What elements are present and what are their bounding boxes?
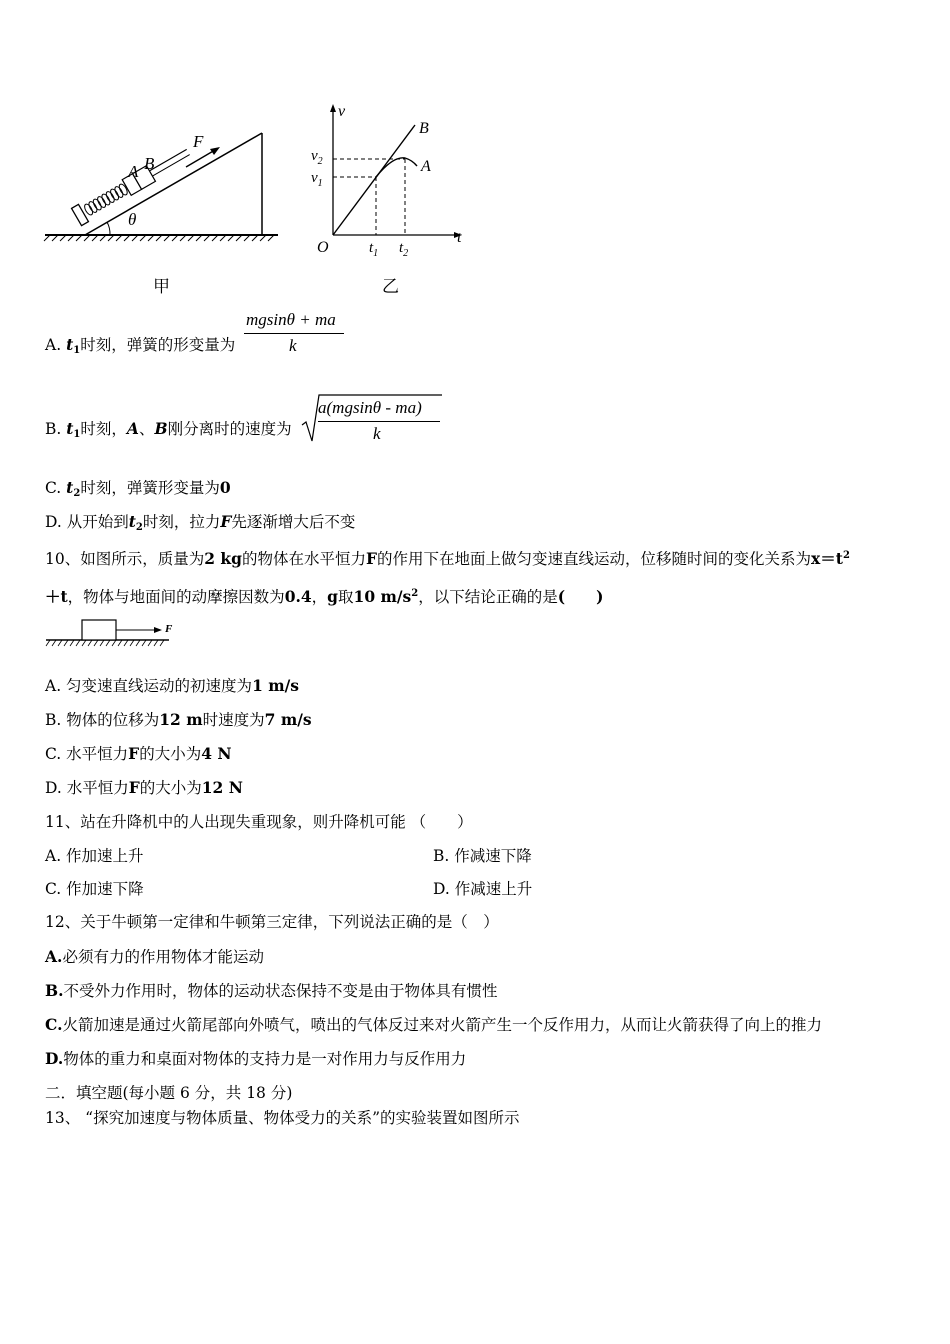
label-B: B (144, 154, 155, 173)
q12-option-c: C.火箭加速是通过火箭尾部向外喷气，喷出的气体反过来对火箭产生一个反作用力，从而让火箭获得了向上的推力 (45, 1015, 822, 1034)
figure-block-force (44, 615, 184, 650)
t1-label: $t_1$ (369, 240, 379, 259)
q9-option-d: D. 从开始到$t_2$时刻，拉力F先逐渐增大后不变 (45, 512, 356, 533)
origin-label: O (317, 239, 329, 256)
q11-option-c: C. 作加速下降 (45, 880, 144, 898)
q12-stem: 12、关于牛顿第一定律和牛顿第三定律，下列说法正确的是（ ） (45, 913, 499, 931)
label-F: F (193, 132, 204, 151)
section-heading: 二．填空题(每小题 6 分，共 18 分) (45, 1084, 293, 1102)
v2-label: $v_2$ (311, 148, 323, 167)
q10-stem-line1: 10、如图所示，质量为2 kg的物体在水平恒力F的作用下在地面上做匀变速直线运动，位移随时间的变化关系为$x=t^2$ (45, 549, 850, 568)
q9-option-b-formula: a(mgsinθ - ma) k (318, 398, 442, 446)
q10-option-d: D. 水平恒力F的大小为12 N (45, 778, 243, 797)
figure-incline-caption: 甲 (153, 277, 170, 297)
q10-stem-line2: ＋t，物体与地面间的动摩擦因数为0.4，g取10 $m/s^2$，以下结论正确的是( ) (45, 587, 604, 606)
q12-option-a: A.必须有力的作用物体才能运动 (45, 947, 264, 966)
axis-v-label: v (338, 103, 346, 120)
curve-B-label: B (419, 120, 429, 137)
q11-option-d: D. 作减速上升 (433, 880, 533, 898)
v1-label: $v_1$ (311, 170, 323, 189)
t2-label: $t_2$ (399, 240, 409, 259)
figure-incline (40, 125, 280, 245)
figure-vt-caption: 乙 (382, 277, 399, 297)
q9-option-a: A. $t_1$时刻，弹簧的形变量为 (45, 335, 236, 356)
q12-option-b: B.不受外力作用时，物体的运动状态保持不变是由于物体具有惯性 (45, 981, 498, 1000)
q10-option-c: C. 水平恒力F的大小为4 N (45, 744, 232, 763)
figure-vt-graph (305, 100, 475, 260)
q11-stem: 11、站在升降机中的人出现失重现象，则升降机可能 （ ） (45, 813, 473, 831)
q9-option-a-formula: mgsinθ + ma k (244, 310, 344, 360)
label-A: A (128, 162, 139, 181)
q11-option-a: A. 作加速上升 (45, 847, 144, 865)
q13-stem: 13、 “探究加速度与物体质量、物体受力的关系”的实验装置如图所示 (45, 1109, 520, 1127)
q9-option-c: C. $t_2$时刻，弹簧形变量为0 (45, 478, 231, 499)
label-F: F (165, 623, 173, 635)
axis-t-label: t (457, 229, 462, 246)
q12-option-d: D.物体的重力和桌面对物体的支持力是一对作用力与反作用力 (45, 1049, 467, 1068)
q11-option-b: B. 作减速下降 (433, 847, 532, 865)
label-theta: θ (128, 210, 137, 229)
curve-A-label: A (421, 158, 431, 175)
q10-option-b: B. 物体的位移为12 m时速度为7 m/s (45, 710, 312, 729)
q10-option-a: A. 匀变速直线运动的初速度为1 m/s (45, 676, 300, 695)
q9-option-b: B. $t_1$时刻，A、B刚分离时的速度为 (45, 419, 292, 440)
